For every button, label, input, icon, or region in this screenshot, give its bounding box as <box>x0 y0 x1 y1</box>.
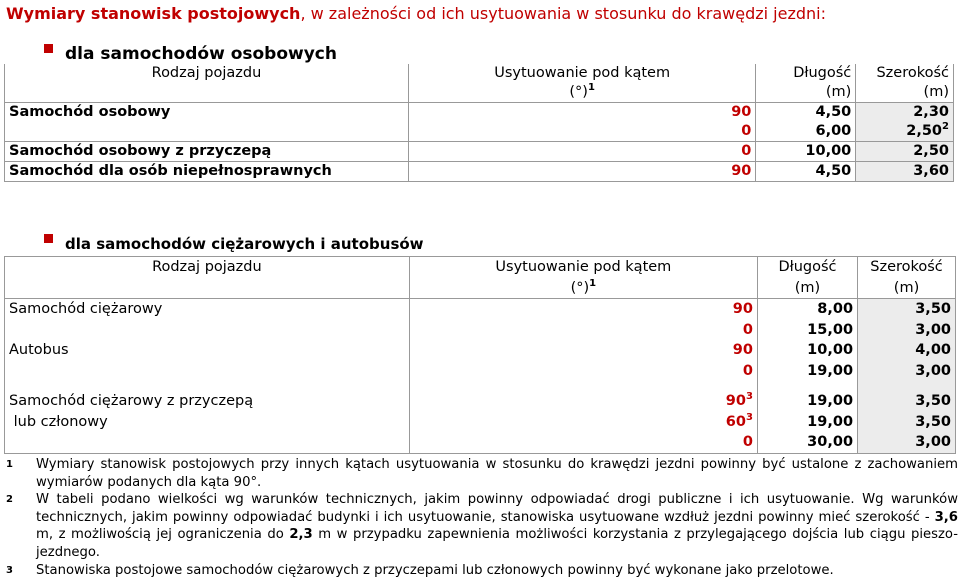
table-row <box>5 299 956 320</box>
length-cell: 19,00 <box>757 391 857 412</box>
title-main: Wymiary stanowisk postojowych <box>6 4 301 23</box>
table-header-row <box>5 278 956 299</box>
table-header-row <box>5 64 954 83</box>
trucks-table <box>4 256 956 454</box>
vehicle-cell: Samochód osobowy <box>5 103 409 123</box>
angle-cell: 0 <box>409 432 757 453</box>
footnote-2: 2 W tabeli podano wielkości wg warunków technicznych, jakim powinny odpowiadać drogi publiczne i ich usytuowanie. Wg warunków technicznych, jakim powinny odpowiadać budynki i ich usytuowanie, stanowiska usytuowane wzdłuż jezdni powinny mieć szerokość - 3,6 m, z możliwością jej ograniczenia do 2,3 m w przypadku zapewnienia możliwości korzystania z przylegającego dojścia lub ciągu pieszo-jezdnego. <box>6 492 958 560</box>
vehicle-cell: Samochód ciężarowy <box>5 299 410 320</box>
width-cell: 2,50$^2$ <box>856 122 954 142</box>
header-width-unit: (m) <box>858 278 956 299</box>
header-length-unit: (m) <box>756 83 856 103</box>
angle-cell: $90^3$ <box>409 391 757 412</box>
length-cell: 6,00 <box>756 122 856 142</box>
header-angle: Usytuowanie pod kątem <box>408 64 755 83</box>
angle-cell: 0 <box>408 122 755 142</box>
title-rest: , w zależności od ich usytuowania w stosunku do krawędzi jezdni: <box>300 4 826 23</box>
angle-cell: $60^3$ <box>409 412 757 433</box>
table-row <box>5 361 956 382</box>
section-heading-label: dla samochodów ciężarowych i autobusów <box>65 235 424 253</box>
angle-cell: 0 <box>409 320 757 341</box>
width-cell: 3,60 <box>856 162 954 182</box>
header-width: Szerokość <box>856 64 954 83</box>
table-row <box>5 391 956 412</box>
length-cell: 30,00 <box>757 432 857 453</box>
table-header-row <box>5 257 956 278</box>
width-cell: 3,00 <box>858 432 956 453</box>
length-cell: 4,50 <box>756 162 856 182</box>
header-width: Szerokość <box>858 257 956 278</box>
section-heading-label: dla samochodów osobowych <box>65 44 337 64</box>
table-row <box>5 320 956 341</box>
bullet-icon <box>44 234 53 243</box>
header-length: Długość <box>756 64 856 83</box>
length-cell: 19,00 <box>757 361 857 382</box>
angle-cell: 0 <box>408 142 755 162</box>
length-cell: 4,50 <box>756 103 856 123</box>
vehicle-cell: Autobus <box>5 340 410 361</box>
angle-cell: 90 <box>409 340 757 361</box>
footnote-3: 3 Stanowiska postojowe samochodów ciężarowych z przyczepami lub członowych powinny być wykonane jako przelotowe. <box>6 562 834 578</box>
width-cell: 3,00 <box>858 361 956 382</box>
length-cell: 10,00 <box>757 340 857 361</box>
section-heading-trucks <box>44 234 424 253</box>
table-row <box>5 103 954 123</box>
vehicle-cell: Samochód ciężarowy z przyczepą <box>5 391 410 412</box>
vehicle-cell: Samochód dla osób niepełnosprawnych <box>5 162 409 182</box>
header-angle-unit: (°)$^1$ <box>408 83 755 103</box>
angle-cell: 0 <box>409 361 757 382</box>
length-cell: 8,00 <box>757 299 857 320</box>
footnote-1: 1 Wymiary stanowisk postojowych przy innych kątach usytuowania w stosunku do krawędzi jezdni powinny być ustalone z zachowaniem wymiarów podanych dla kąta 90°. <box>6 457 958 490</box>
header-length-unit: (m) <box>757 278 857 299</box>
length-cell: 19,00 <box>757 412 857 433</box>
table-row <box>5 432 956 453</box>
width-cell: 3,50 <box>858 299 956 320</box>
header-width-unit: (m) <box>856 83 954 103</box>
page-title <box>6 4 826 23</box>
width-cell: 2,30 <box>856 103 954 123</box>
header-angle: Usytuowanie pod kątem <box>409 257 757 278</box>
table-row <box>5 142 954 162</box>
footnotes <box>4 456 958 579</box>
length-cell: 10,00 <box>756 142 856 162</box>
angle-cell: 90 <box>408 103 755 123</box>
section-heading-cars <box>44 44 337 64</box>
header-vehicle: Rodzaj pojazdu <box>5 64 409 83</box>
header-angle-unit: (°)$^1$ <box>409 278 757 299</box>
header-length: Długość <box>757 257 857 278</box>
cars-table <box>4 64 954 182</box>
table-header-row <box>5 83 954 103</box>
width-cell: 3,50 <box>858 412 956 433</box>
vehicle-cell: lub członowy <box>5 412 410 433</box>
table-row <box>5 162 954 182</box>
header-vehicle: Rodzaj pojazdu <box>5 257 410 278</box>
vehicle-cell: Samochód osobowy z przyczepą <box>5 142 409 162</box>
angle-cell: 90 <box>409 299 757 320</box>
table-row <box>5 340 956 361</box>
width-cell: 3,50 <box>858 391 956 412</box>
table-row <box>5 412 956 433</box>
width-cell: 2,50 <box>856 142 954 162</box>
bullet-icon <box>44 44 53 53</box>
angle-cell: 90 <box>408 162 755 182</box>
width-cell: 3,00 <box>858 320 956 341</box>
width-cell: 4,00 <box>858 340 956 361</box>
table-row <box>5 122 954 142</box>
length-cell: 15,00 <box>757 320 857 341</box>
